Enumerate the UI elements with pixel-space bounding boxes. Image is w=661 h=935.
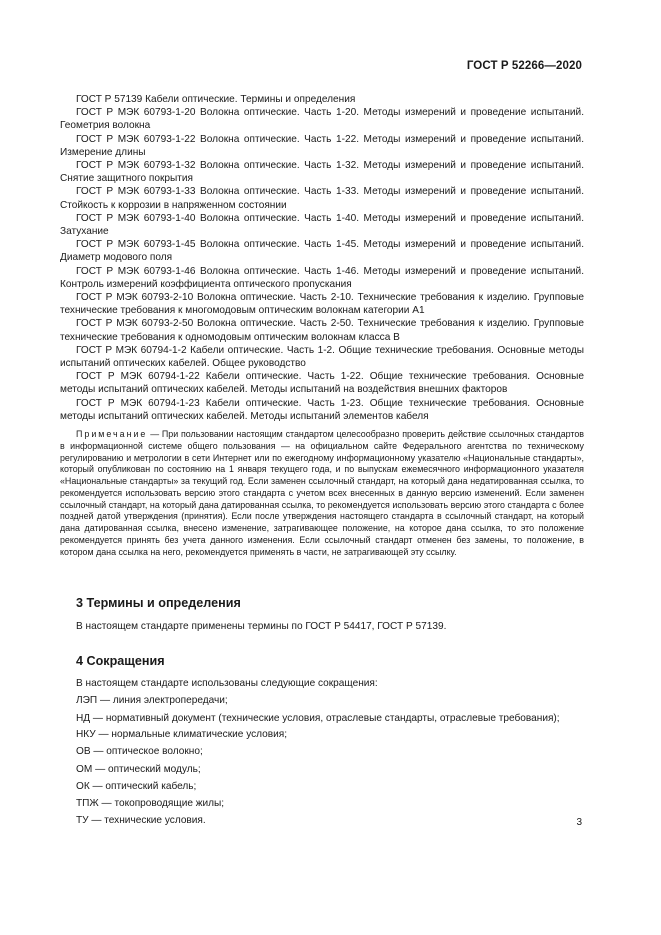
reference-item: ГОСТ Р МЭК 60793-2-50 Волокна оптические. Часть 2-50. Технические требования к изделию. Групповые технические требования к одномодовым оптическим волокнам класса B [60,318,584,343]
reference-item: ГОСТ Р МЭК 60793-1-20 Волокна оптические. Часть 1-20. Методы измерений и проведение испытаний. Геометрия волокна [60,107,584,132]
section-4-intro: В настоящем стандарте использованы следующие сокращения: [76,677,378,689]
abbreviation-item: НКУ — нормальные климатические условия; [76,728,288,740]
reference-item: ГОСТ Р МЭК 60793-1-40 Волокна оптические. Часть 1-40. Методы измерений и проведение испытаний. Затухание [60,212,584,238]
reference-item: ГОСТ Р МЭК 60793-2-10 Волокна оптические. Часть 2-10. Технические требования к изделию. Групповые технические требования к многомодовым оптическим волокнам категории A1 [60,292,584,317]
reference-item: ГОСТ Р 57139 Кабели оптические. Термины и определения [76,94,356,105]
note-label: Примечание [76,429,148,440]
note-text: — При пользовании настоящим стандартом целесообразно проверить действие ссылочных стандартов в информационной системе общего пользования — на официальном сайте Федерального агентства по техническому регулированию и метрологии в сети Интернет или по ежегодному информационному указателю «Национальные стандарты», который опубликован по состоянию на 1 января текущего года, и по выпускам ежемесячного информационного указателя «Национальные стандарты» за текущий год. Если заменен ссылочный стандарт, на который дана недатированная ссылка, то рекомендуется использовать версию этого стандарта с учетом всех внесенных в данную версию изменений. Если заменен ссылочный стандарт, на который дана датированная ссылка, то рекомендуется использовать версию этого стандарта с более поздней датой утверждения (принятия). Если после утверждения настоящего стандарта в ссылочный стандарт, на который дана датированная ссылка, внесено изменение, затрагивающее положение, на которое дана ссылка, то это положение рекомендуется принять без учета данного изменения. Если ссылочный стандарт отменен без замены, то положение, в котором дана ссылка на него, рекомендуется применять в части, не затрагивающей эту ссылку. [60,429,584,557]
abbreviation-item: ТУ — технические условия. [76,815,206,827]
abbreviation-item: ОМ — оптический модуль; [76,763,201,775]
reference-item: ГОСТ Р МЭК 60794-1-23 Кабели оптические. Часть 1-23. Общие технические требования. Основные методы испытаний оптических кабелей. Методы испытаний элементов кабеля [60,397,584,422]
abbreviation-item: ТПЖ — токопроводящие жилы; [76,798,225,810]
reference-item: ГОСТ Р МЭК 60793-1-46 Волокна оптические. Часть 1-46. Методы измерений и проведение испытаний. Контроль измерений коэффициента оптического пропускания [60,265,584,290]
page-body [60,93,584,830]
abbreviation-item: ОВ — оптическое волокно; [76,746,203,758]
section-3-title: 3 Термины и определения [76,596,241,611]
section-4-title: 4 Сокращения [76,653,165,668]
standard-code: ГОСТ Р 52266—2020 [466,60,582,72]
abbreviation-item: ЛЭП — линия электропередачи; [76,695,228,707]
reference-item: ГОСТ Р МЭК 60793-1-45 Волокна оптические. Часть 1-45. Методы измерений и проведение испытаний. Диаметр модового поля [60,239,584,264]
abbreviation-item: ОК — оптический кабель; [76,780,197,792]
section-3-text: В настоящем стандарте применены термины по ГОСТ Р 54417, ГОСТ Р 57139. [76,621,447,633]
reference-item: ГОСТ Р МЭК 60794-1-2 Кабели оптические. Часть 1-2. Общие технические требования. Основные методы испытаний оптических кабелей. Общее руководство [60,344,584,370]
abbreviation-item: НД — нормативный документ (технические условия, отраслевые стандарты, отраслевые требования); [76,712,560,724]
references-list [60,93,584,423]
reference-item: ГОСТ Р МЭК 60794-1-22 Кабели оптические. Часть 1-22. Общие технические требования. Основные методы испытаний оптических кабелей. Методы испытаний на воздействия внешних факторов [60,371,584,396]
note-paragraph [60,429,584,558]
reference-item: ГОСТ Р МЭК 60793-1-22 Волокна оптические. Часть 1-22. Методы измерений и проведение испытаний. Измерение длины [60,133,584,158]
page-number: 3 [576,817,582,828]
reference-item: ГОСТ Р МЭК 60793-1-32 Волокна оптические. Часть 1-32. Методы измерений и проведение испытаний. Снятие защитного покрытия [60,160,584,185]
reference-item: ГОСТ Р МЭК 60793-1-33 Волокна оптические. Часть 1-33. Методы измерений и проведение испытаний. Стойкость к коррозии в напряженном состоянии [60,186,584,211]
